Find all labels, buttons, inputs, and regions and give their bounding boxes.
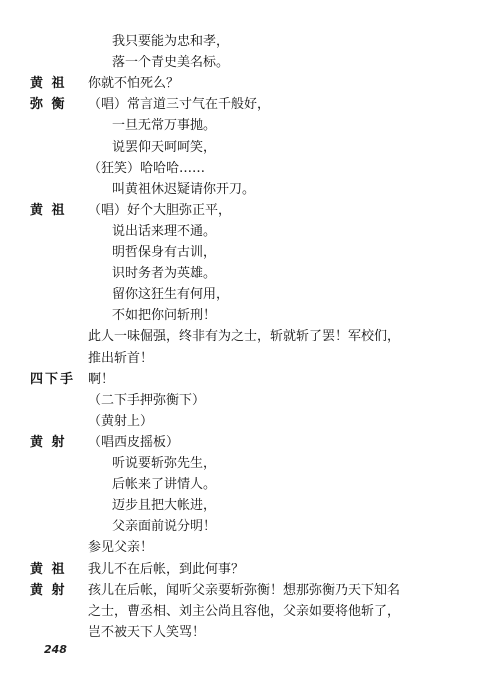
- line-text: 孩儿在后帐，闻听父亲要斩弥衡！想那弥衡乃天下知名: [88, 582, 401, 598]
- line-text: （二下手押弥衡下）: [88, 392, 206, 408]
- speaker-name: 黄 祖: [30, 561, 67, 577]
- speaker-name: 黄 射: [30, 582, 67, 598]
- script-line: [0, 621, 486, 645]
- line-text: 识时务者为英雄。: [112, 266, 217, 282]
- line-text: 啊！: [88, 371, 115, 387]
- speaker-name: 黄 祖: [30, 76, 67, 92]
- page-number: 248: [44, 643, 67, 656]
- line-text: 叫黄祖休迟疑请你开刀。: [112, 181, 256, 197]
- speaker-name: 弥 衡: [30, 97, 67, 113]
- line-text: 一旦无常万事抛。: [112, 118, 217, 134]
- line-text: 留你这狂生有何用，: [112, 287, 230, 303]
- line-text: （唱）常言道三寸气在千般好，: [88, 97, 271, 113]
- line-text: 迈步且把大帐进，: [112, 498, 217, 514]
- line-text: （狂笑）哈哈哈……: [88, 160, 206, 176]
- line-text: 落一个青史美名标。: [112, 55, 230, 71]
- line-text: （唱）好个大胆弥正平，: [88, 202, 232, 218]
- line-text: 我只要能为忠和孝，: [112, 34, 230, 49]
- line-text: 说罢仰天呵呵笑，: [112, 139, 217, 155]
- line-text: 说出话来理不通。: [112, 223, 217, 239]
- line-text: 父亲面前说分明！: [112, 519, 217, 535]
- line-text: 明哲保身有古训，: [112, 245, 217, 260]
- line-text: 岂不被天下人笑骂！: [88, 624, 206, 640]
- speaker-name: 黄 射: [30, 434, 67, 450]
- line-text: 参见父亲！: [88, 540, 154, 556]
- speaker-name: 黄 祖: [30, 202, 67, 218]
- line-text: 你就不怕死么？: [88, 76, 180, 92]
- speaker-name: 四下手: [30, 371, 76, 387]
- line-text: 此人一味倔强，终非有为之士，斩就斩了罢！军校们，: [88, 329, 401, 345]
- line-text: （黄射上）: [88, 413, 154, 429]
- line-text: 听说要斩弥先生，: [112, 456, 217, 471]
- line-text: 后帐来了讲情人。: [112, 477, 217, 493]
- line-text: 我儿不在后帐，到此何事？: [88, 561, 245, 577]
- line-text: 不如把你问斩刑！: [112, 308, 217, 324]
- line-text: （唱西皮摇板）: [88, 434, 180, 450]
- line-text: 推出斩首！: [88, 350, 154, 366]
- line-text: 之士，曹丞相、刘主公尚且容他，父亲如要将他斩了，: [88, 603, 401, 619]
